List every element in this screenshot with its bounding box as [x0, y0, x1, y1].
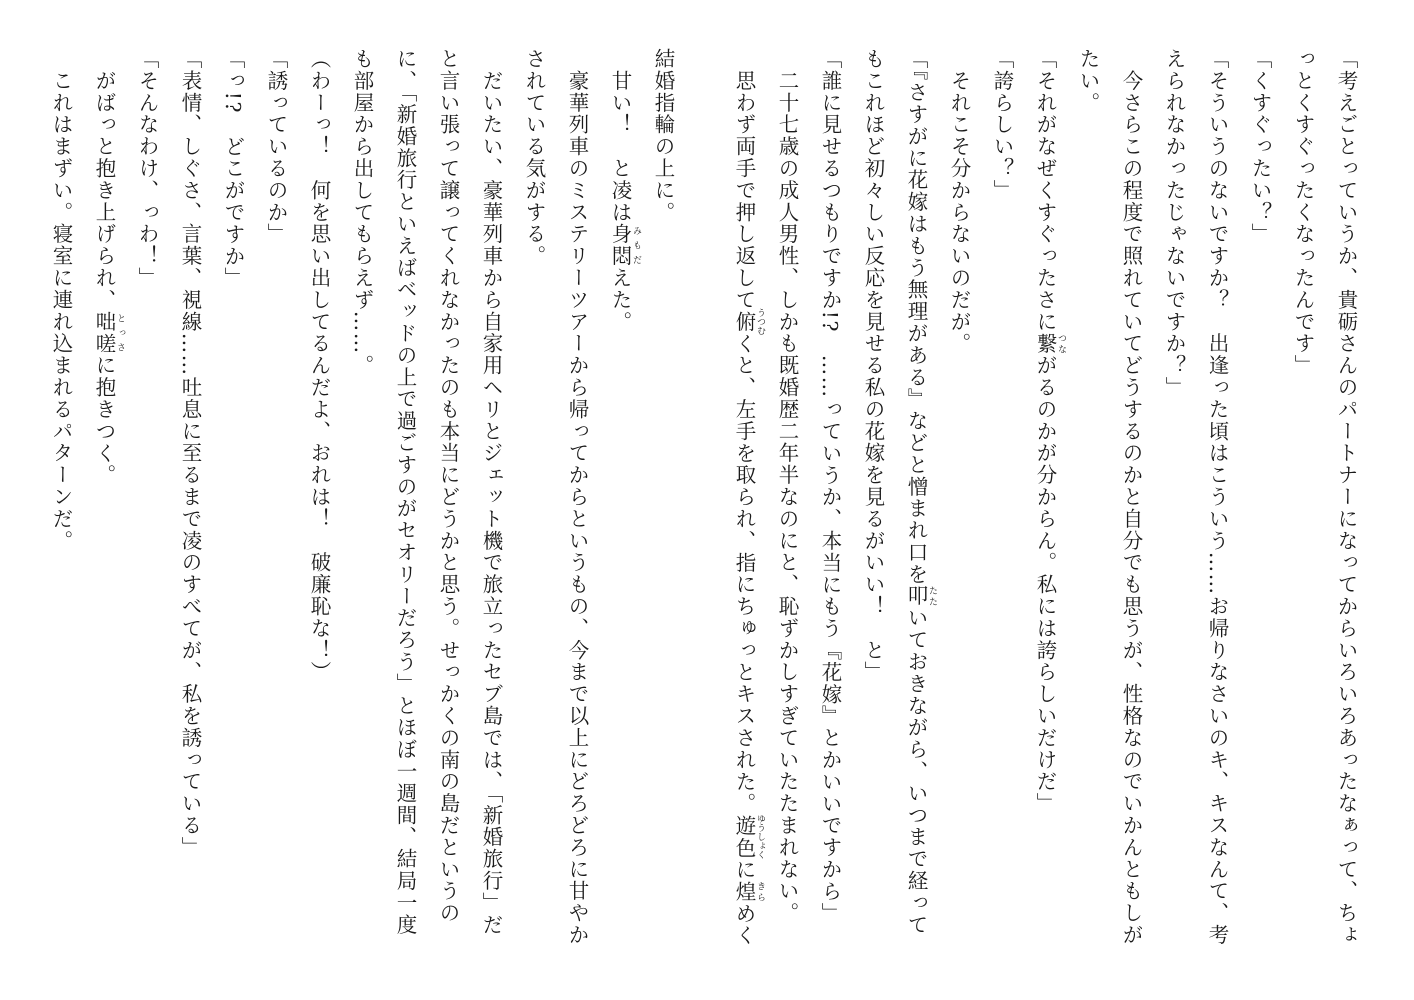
text-line: [1066, 48, 1109, 958]
text-segment: えられなかったじゃないですか？」: [1162, 48, 1186, 399]
text-segment: 「そういうのないですか？ 出逢った頃はこういう……お帰りなさいのキ、キスなんて、考: [1205, 48, 1229, 946]
ruby-utsumu: [732, 308, 765, 336]
ruby-base: 煌: [732, 880, 756, 903]
text-segment: 「そんなわけ、っわ！」: [135, 48, 159, 289]
text-segment: も部屋から出してもらえず……。: [350, 48, 374, 377]
ruby-mimoda: [608, 223, 641, 268]
text-segment: 「誘っているのか」: [264, 48, 288, 246]
text-segment: これはまずい。寝室に連れ込まれるパターンだ。: [49, 48, 73, 552]
text-line: [1281, 48, 1324, 958]
text-line: [168, 48, 211, 958]
text-segment: 二十七歳の成人男性、しかも既婚歴二年半なのにと、恥ずかしすぎていたたまれない。: [775, 48, 799, 924]
text-segment: っとくすぐったくなったんです」: [1291, 48, 1315, 377]
ruby-tossa: [92, 310, 125, 355]
ruby-base: 俯: [732, 308, 756, 336]
text-segment: に、「新婚旅行といえばベッドの上で過ごすのがセオリーだろう」とほぼ一週間、結局一度: [393, 48, 417, 936]
ruby-base: 叩: [904, 585, 928, 608]
left-page-text: [49, 48, 684, 958]
text-line: [211, 48, 254, 958]
text-segment: 思わず両手で押し返して: [732, 48, 756, 311]
text-line: [1195, 48, 1238, 958]
ruby-reading: みもだ: [631, 223, 641, 268]
text-line: [426, 48, 469, 958]
text-line: [512, 48, 555, 958]
text-line: [1023, 48, 1066, 958]
text-line: [598, 48, 641, 958]
text-segment: もこれほど初々しい反応を見せる私の花嫁を見るがいい！ と」: [861, 48, 885, 684]
text-segment: に抱きつく。: [92, 354, 116, 487]
ruby-reading: ゆうしょく: [755, 814, 765, 860]
text-segment: 甘い！ と凌は: [608, 48, 632, 224]
text-segment: と言い張って譲ってくれなかったのも本当にどうかと思う。せっかくの南の島だというの: [436, 48, 460, 924]
text-segment: えた。: [608, 267, 632, 333]
text-segment: 「表情、しぐさ、言葉、視線……吐息に至るまで凌のすべてが、私を誘っている」: [178, 48, 202, 859]
text-segment: がばっと抱き上げられ、: [92, 48, 116, 311]
text-line: [1238, 48, 1281, 958]
text-segment: に: [732, 858, 756, 881]
text-line: [722, 48, 765, 958]
text-segment: 「誇らしい？」: [990, 48, 1014, 202]
ruby-reading: たた: [927, 585, 937, 608]
text-segment: されている気がする。: [522, 48, 546, 267]
text-line: [765, 48, 808, 958]
text-segment: 「誰に見せるつもりですか!? ……っていうか、本当にもう『花嫁』とかいいですから」: [818, 48, 842, 925]
ruby-base: 遊色: [732, 814, 756, 860]
text-line: [469, 48, 512, 958]
ruby-base: 咄嗟: [92, 310, 116, 355]
text-segment: 「考えごとっていうか、貴砺さんのパートナーになってからいろいろあったなぁって、ちょ: [1334, 48, 1358, 946]
text-segment: 「『さすがに花嫁はもう無理がある』などと憎まれ口を: [904, 48, 928, 586]
text-line: [254, 48, 297, 958]
ruby-base: 身悶: [608, 223, 632, 268]
text-segment: 結婚指輪の上に。: [651, 48, 675, 224]
text-line: [937, 48, 980, 958]
ruby-base: 繋: [1033, 332, 1057, 355]
text-line: [808, 48, 851, 958]
ruby-reading: とっさ: [115, 310, 125, 355]
text-segment: それこそ分からないのだが。: [947, 48, 971, 355]
text-line: [39, 48, 82, 958]
ruby-reading: きら: [755, 880, 765, 903]
right-page-text: [732, 48, 1367, 958]
text-line: [297, 48, 340, 958]
text-line: [1324, 48, 1367, 958]
text-segment: くと、左手を取られ、指にちゅっとキスされた。: [732, 332, 756, 815]
text-segment: 「っ!? どこがですか」: [221, 48, 245, 290]
text-line: [82, 48, 125, 958]
text-line: [1109, 48, 1152, 958]
ruby-tata: [904, 585, 937, 608]
ruby-kira: [732, 880, 765, 903]
text-line: [383, 48, 426, 958]
text-segment: （わーっ！ 何を思い出してるんだよ、おれは！ 破廉恥な！）: [307, 48, 331, 684]
text-segment: 今さらこの程度で照れていてどうするのかと自分でも思うが、性格なのでいかんともしが: [1119, 48, 1143, 946]
text-segment: 「くすぐったい？」: [1248, 48, 1272, 246]
ruby-reading: つな: [1056, 332, 1066, 355]
text-line: [894, 48, 937, 958]
text-segment: いておきながら、いつまで経って: [904, 607, 928, 936]
text-segment: たい。: [1076, 48, 1100, 114]
text-line: [980, 48, 1023, 958]
ruby-tsuna: [1033, 332, 1066, 355]
text-segment: めく: [732, 902, 756, 947]
text-line: [641, 48, 684, 958]
text-segment: がるのかが分からん。私には誇らしいだけだ」: [1033, 354, 1057, 815]
text-segment: 「それがなぜくすぐったさに: [1033, 48, 1057, 333]
text-line: [125, 48, 168, 958]
text-segment: だいたい、豪華列車から自家用ヘリとジェット機で旅立ったセブ島では、「新婚旅行」だ: [479, 48, 503, 936]
text-line: [340, 48, 383, 958]
text-segment: 豪華列車のミステリーツアーから帰ってからというもの、今まで以上にどろどろに甘やか: [565, 48, 589, 946]
ruby-yuushoku: [732, 814, 765, 860]
text-line: [1152, 48, 1195, 958]
ruby-reading: うつむ: [755, 308, 765, 336]
text-line: [851, 48, 894, 958]
text-line: [555, 48, 598, 958]
